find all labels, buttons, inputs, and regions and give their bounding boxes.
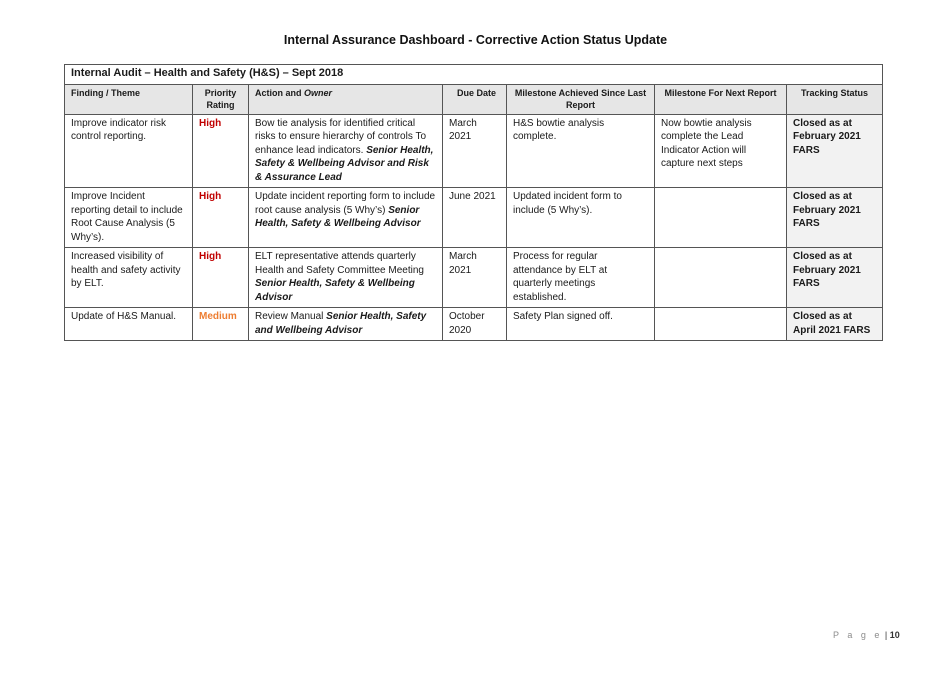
action-cell <box>249 114 443 188</box>
due-date-cell: October 2020 <box>443 308 507 341</box>
priority-cell: High <box>193 114 249 188</box>
milestone-achieved-cell: Safety Plan signed off. <box>507 308 655 341</box>
priority-cell: High <box>193 188 249 248</box>
table-row <box>65 188 883 248</box>
finding-cell: Improve indicator risk control reporting. <box>65 114 193 188</box>
tracking-status-cell: Closed as at February 2021 FARS <box>787 188 883 248</box>
header-action <box>249 84 443 114</box>
priority-cell: High <box>193 248 249 308</box>
action-cell <box>249 248 443 308</box>
page-number: 10 <box>889 630 900 640</box>
action-cell <box>249 308 443 341</box>
milestone-next-cell <box>655 308 787 341</box>
milestone-next-cell <box>655 188 787 248</box>
finding-cell: Increased visibility of health and safety activity by ELT. <box>65 248 193 308</box>
tracking-status-cell: Closed as at February 2021 FARS <box>787 248 883 308</box>
header-action-label: Action and <box>255 87 304 98</box>
page-label: P a g e <box>833 630 883 640</box>
priority-cell: Medium <box>193 308 249 341</box>
milestone-achieved-cell: Process for regular attendance by ELT at quarterly meetings established. <box>507 248 655 308</box>
page-separator: | <box>884 630 888 640</box>
header-owner-label: Owner <box>304 87 333 98</box>
action-owner: Senior Health, Safety & Wellbeing Advisor <box>255 204 421 229</box>
action-owner: Senior Health, Safety & Wellbeing Advisor <box>255 278 415 303</box>
milestone-achieved-cell: Updated incident form to include (5 Why’s). <box>507 188 655 248</box>
action-text: Update incident reporting form to include root cause analysis (5 Why’s) <box>255 191 436 216</box>
finding-cell: Improve Incident reporting detail to include Root Cause Analysis (5 Why’s). <box>65 188 193 248</box>
due-date-cell: June 2021 <box>443 188 507 248</box>
action-text: ELT representative attends quarterly Health and Safety Committee Meeting <box>255 251 424 276</box>
action-text: Review Manual <box>255 311 324 322</box>
header-milestone-achieved: Milestone Achieved Since Last Report <box>507 84 655 114</box>
milestone-achieved-cell: H&S bowtie analysis complete. <box>507 114 655 188</box>
header-milestone-next: Milestone For Next Report <box>655 84 787 114</box>
due-date-cell: March 2021 <box>443 248 507 308</box>
header-due-date: Due Date <box>443 84 507 114</box>
table-row <box>65 114 883 188</box>
header-tracking-status: Tracking Status <box>787 84 883 114</box>
tracking-status-cell: Closed as at February 2021 FARS <box>787 114 883 188</box>
page-footer <box>833 630 900 640</box>
action-owner: Senior Health, Safety & Wellbeing Advisor and Risk & Assurance Lead <box>255 144 434 183</box>
tracking-status-cell: Closed as at April 2021 FARS <box>787 308 883 341</box>
action-text: Bow tie analysis for identified critical risks to ensure hierarchy of controls To enhance lead indicators. <box>255 117 427 156</box>
table-banner: Internal Audit – Health and Safety (H&S) – Sept 2018 <box>65 65 883 85</box>
page-title: Internal Assurance Dashboard - Corrective Action Status Update <box>283 33 668 47</box>
header-priority: Priority Rating <box>193 84 249 114</box>
action-cell <box>249 188 443 248</box>
action-owner: Senior Health, Safety and Wellbeing Advisor <box>255 311 427 336</box>
finding-cell: Update of H&S Manual. <box>65 308 193 341</box>
corrective-action-table <box>64 64 883 341</box>
milestone-next-cell: Now bowtie analysis complete the Lead Indicator Action will capture next steps <box>655 114 787 188</box>
milestone-next-cell <box>655 248 787 308</box>
table-row <box>65 308 883 341</box>
due-date-cell: March 2021 <box>443 114 507 188</box>
table-row <box>65 248 883 308</box>
header-finding: Finding / Theme <box>65 84 193 114</box>
